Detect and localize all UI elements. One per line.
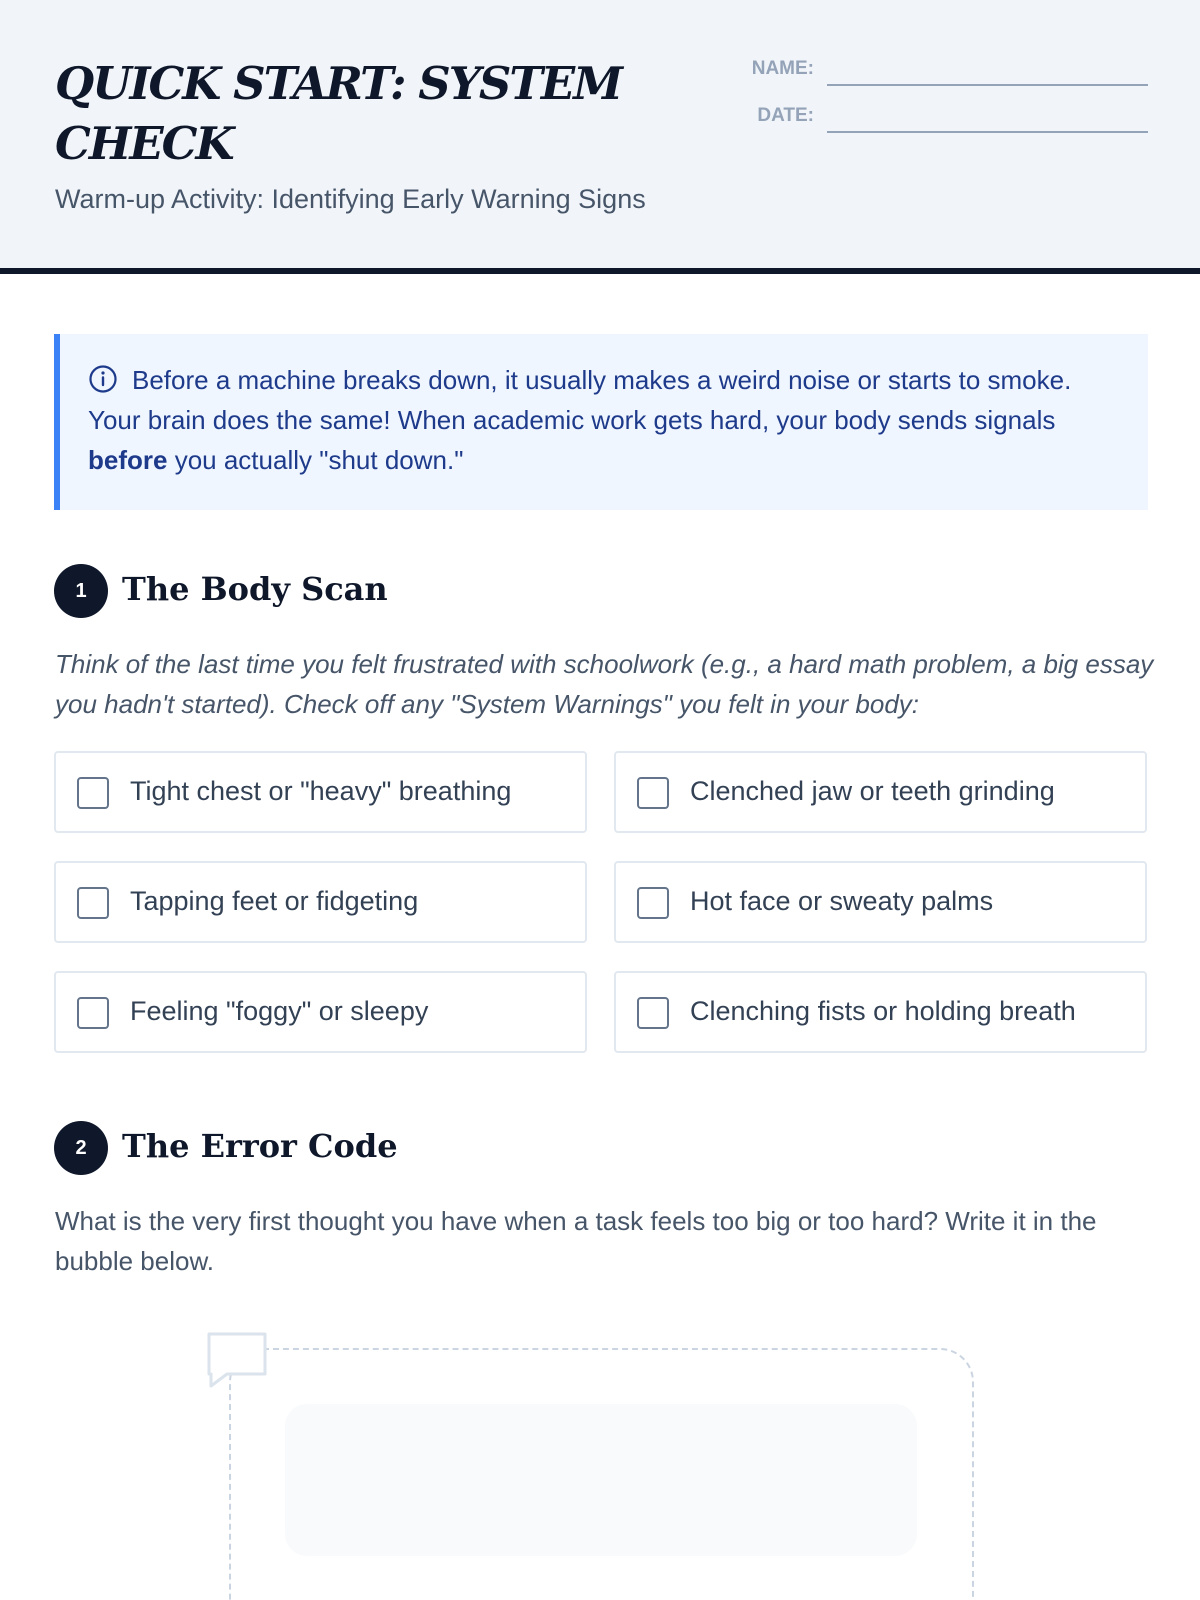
check-label: Hot face or sweaty palms bbox=[690, 886, 994, 916]
speech-bubble-icon bbox=[205, 1330, 269, 1390]
section-2-header bbox=[54, 1121, 454, 1175]
check-item[interactable] bbox=[54, 861, 587, 943]
name-label: NAME: bbox=[751, 58, 814, 79]
checkbox[interactable] bbox=[637, 887, 669, 919]
info-text-end: you actually "shut down." bbox=[167, 445, 464, 475]
section-1-header bbox=[54, 564, 454, 618]
section-1-title: The Body Scan bbox=[122, 570, 388, 608]
worksheet-header bbox=[0, 0, 1200, 274]
info-callout bbox=[54, 334, 1148, 510]
name-field[interactable] bbox=[690, 55, 1148, 85]
check-item[interactable] bbox=[614, 861, 1147, 943]
section-2-number: 2 bbox=[54, 1121, 108, 1175]
checkbox[interactable] bbox=[77, 887, 109, 919]
page-subtitle: Warm-up Activity: Identifying Early Warning Signs bbox=[55, 184, 646, 214]
section-1-instructions: Think of the last time you felt frustrated with schoolwork (e.g., a hard math problem, a big essay you hadn't started). Check off any "System Warnings" you felt in your body: bbox=[55, 649, 1154, 719]
section-2-title: The Error Code bbox=[122, 1127, 398, 1165]
check-item[interactable] bbox=[614, 751, 1147, 833]
check-label: Feeling "foggy" or sleepy bbox=[130, 996, 429, 1026]
page-title: QUICK START: SYSTEM CHECK bbox=[55, 57, 622, 170]
check-label: Clenched jaw or teeth grinding bbox=[690, 776, 1055, 806]
date-field[interactable] bbox=[690, 102, 1148, 132]
date-label: DATE: bbox=[757, 105, 814, 126]
info-text-bold: before bbox=[88, 445, 168, 475]
check-item[interactable] bbox=[54, 751, 587, 833]
check-label: Tight chest or "heavy" breathing bbox=[130, 776, 512, 806]
checkbox[interactable] bbox=[77, 777, 109, 809]
name-line[interactable] bbox=[827, 84, 1148, 86]
info-text-start: Before a machine breaks down, it usually makes a weird noise or starts to smoke. Your brain does the same! When academic work gets hard, your body sends signals bbox=[88, 365, 1072, 435]
checkbox[interactable] bbox=[77, 997, 109, 1029]
check-item[interactable] bbox=[54, 971, 587, 1053]
error-code-answer-area[interactable] bbox=[285, 1404, 917, 1556]
check-label: Clenching fists or holding breath bbox=[690, 996, 1076, 1026]
check-label: Tapping feet or fidgeting bbox=[130, 886, 419, 916]
answer-bubble bbox=[205, 1330, 975, 1600]
checkbox[interactable] bbox=[637, 777, 669, 809]
date-line[interactable] bbox=[827, 131, 1148, 133]
section-2-instructions: What is the very first thought you have when a task feels too big or too hard? Write it in the bubble below. bbox=[55, 1206, 1097, 1276]
check-item[interactable] bbox=[614, 971, 1147, 1053]
info-icon bbox=[88, 364, 118, 394]
checkbox[interactable] bbox=[637, 997, 669, 1029]
section-1-number: 1 bbox=[54, 564, 108, 618]
